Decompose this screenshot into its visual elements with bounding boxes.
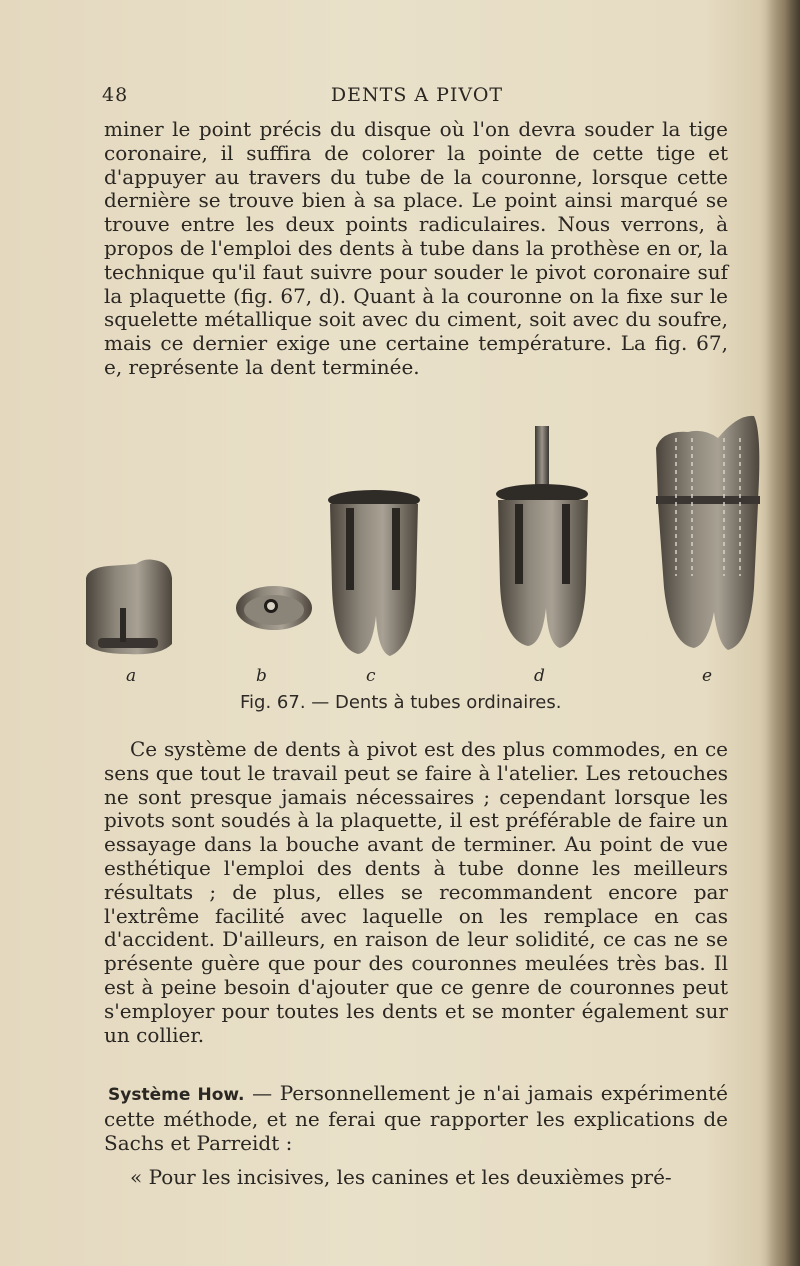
figure-label-d: d <box>534 666 545 686</box>
paragraph-1: miner le point précis du disque où l'on devra souder la tige coronaire, il suffira de colorer la pointe de cette tige et d'appuyer au travers du tube de la couronne, lorsque cette dernière se trouve bien à sa place. Le point ainsi marqué se trouve entre les deux points radiculaires. Nous verrons, à propos de l'emploi des dents à tube dans la prothèse en or, la technique qu'il faut suivre pour souder le pivot coronaire suf la plaquette (fig. 67, d). Quant à la couronne on la fixe sur le squelette métallique soit avec du ciment, soit avec du soufre, mais ce dernier exige une certaine température. La fig. 67, e, représente la dent terminée. <box>104 117 728 379</box>
page-number: 48 <box>102 84 129 106</box>
figure-label-a: a <box>126 666 137 686</box>
running-title: DENTS A PIVOT <box>330 84 504 106</box>
figure-label-e: e <box>702 666 713 686</box>
paragraph-3-text: — Personnellement je n'ai jamais expérimenté cette méthode, et ne ferai que rapporter les explications de Sachs et Parreidt : <box>104 1081 728 1155</box>
tooth-a-crown <box>86 560 172 655</box>
paragraph-2: Ce système de dents à pivot est des plus commodes, en ce sens que tout le travail peut se faire à l'atelier. Les retouches ne sont presque jamais nécessaires ; cependant lorsque les pivots sont soudés à la plaquette, il est préférable de faire un essayage dans la bouche avant de terminer. Au point de vue esthétique l'emploi des dents à tube donne les meilleurs résultats ; de plus, elles se recommandent encore par l'extrême facilité avec laquelle on les remplace en cas d'accident. D'ailleurs, en raison de leur solidité, ce cas ne se présente guère que pour des couronnes meulées très bas. Il est à peine besoin d'ajouter que ce genre de couronnes peut s'employer pour toutes les dents et se monter également sur un collier. <box>104 737 728 1047</box>
section-heading: Système How. <box>108 1085 245 1105</box>
tooth-c-roots <box>328 490 420 656</box>
tooth-e-finished <box>656 416 760 650</box>
tooth-d-pivot <box>496 426 588 648</box>
figure-caption: Fig. 67. — Dents à tubes ordinaires. <box>240 692 562 713</box>
page-header <box>102 84 732 112</box>
page-edge-shadow <box>766 0 800 1266</box>
paragraph-3 <box>104 1082 728 1155</box>
figure-67 <box>78 408 768 688</box>
figure-label-c: c <box>366 666 376 686</box>
paragraph-4: « Pour les incisives, les canines et les deuxièmes pré- <box>130 1165 672 1189</box>
tooth-b-disc <box>236 586 312 630</box>
figure-label-b: b <box>256 666 267 686</box>
figure-illustration <box>78 408 768 658</box>
